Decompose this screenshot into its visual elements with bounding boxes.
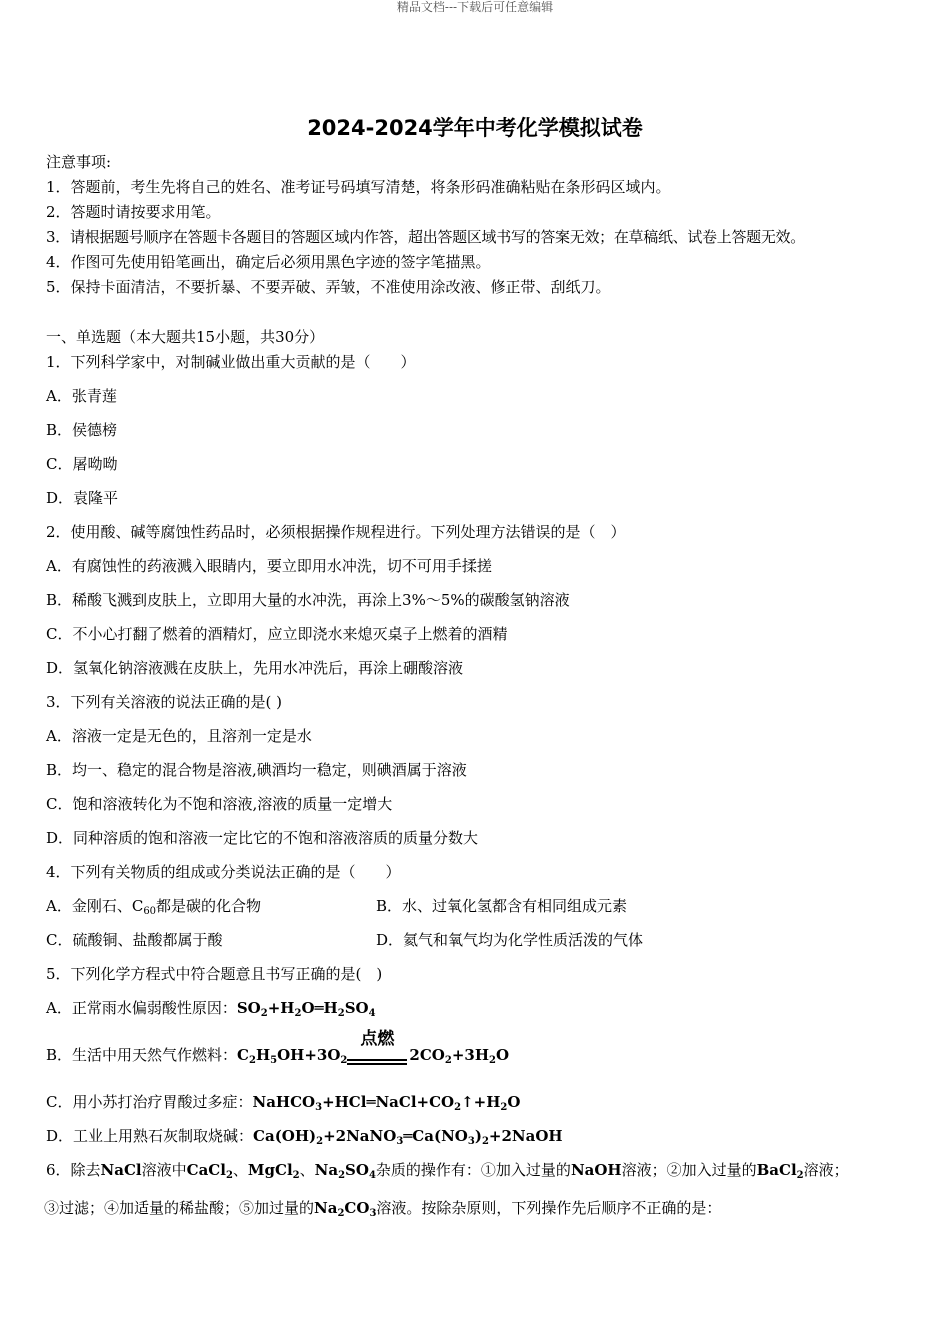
- q5-a-label: A．正常雨水偏弱酸性原因：: [46, 999, 237, 1017]
- notice-item-3: 3．请根据题号顺序在答题卡各题目的答题区域内作答，超出答题区域书写的答案无效；在草稿纸、试卷上答题无效。: [46, 228, 805, 246]
- q6-l1-rest: 杂质的操作有：①加入过量的: [375, 1161, 571, 1179]
- q5-b-equation-right: $2CO_2+3H_2O$: [409, 1046, 510, 1066]
- q6-l1-mid: 溶液中: [141, 1161, 187, 1179]
- q5-c-label: C．用小苏打治疗胃酸过多症：: [46, 1093, 253, 1111]
- q5-b-condition-bar: [347, 1059, 407, 1065]
- q3-option-b: B．均一、稳定的混合物是溶液,碘酒均一稳定，则碘酒属于溶液: [46, 761, 467, 779]
- q4-a-sub: 60: [143, 906, 157, 917]
- q5-c-equation: $NaHCO_3+HCl═NaCl+CO_2↑+H_2O$: [252, 1093, 521, 1113]
- q1-option-c: C．屠呦呦: [46, 455, 118, 473]
- q4-stem: 4．下列有关物质的组成或分类说法正确的是（ ）: [46, 863, 401, 881]
- q5-stem: 5．下列化学方程式中符合题意且书写正确的是( ): [46, 965, 383, 983]
- q4-a-pre: A．金刚石、C: [46, 897, 144, 915]
- q1-option-b: B．侯德榜: [46, 421, 118, 439]
- q4-option-c: C．硫酸铜、盐酸都属于酸: [46, 931, 223, 949]
- q6-l1-sep-2: 、: [299, 1161, 315, 1179]
- q2-stem: 2．使用酸、碱等腐蚀性药品时，必须根据操作规程进行。下列处理方法错误的是（ ）: [46, 523, 626, 541]
- q5-d-label: D．工业上用熟石灰制取烧碱：: [46, 1127, 254, 1145]
- q4-a-post: 都是碳的化合物: [156, 897, 262, 915]
- section-heading: 一、单选题（本大题共15小题，共30分）: [46, 328, 325, 346]
- q5-b-condition: [347, 1029, 407, 1065]
- page-title: 2024-2024学年中考化学模拟试卷: [307, 116, 643, 140]
- q5-option-c: [46, 1092, 520, 1112]
- q2-option-c: C．不小心打翻了燃着的酒精灯，应立即浇水来熄灭桌子上燃着的酒精: [46, 625, 508, 643]
- q5-b-condition-text: 点燃: [360, 1029, 395, 1049]
- q5-a-equation: $SO_2+H_2O═H_2SO_4$: [236, 999, 376, 1019]
- q4-option-b: B．水、过氧化氢都含有相同组成元素: [376, 897, 628, 915]
- q6-l1-naoh-tail: 溶液；②加入过量的: [621, 1161, 757, 1179]
- q5-option-d: [46, 1126, 563, 1146]
- q5-b-equation-left: $C_2H_5OH+3O_2$: [237, 1046, 348, 1066]
- q2-option-d: D．氢氧化钠溶液溅在皮肤上，先用水冲洗后，再涂上硼酸溶液: [46, 659, 464, 677]
- notice-item-1: 1．答题前，考生先将自己的姓名、准考证号码填写清楚，将条形码准确粘贴在条形码区域内。: [46, 178, 671, 196]
- notice-item-5: 5．保持卡面清洁，不要折暴、不要弄破、弄皱，不准使用涂改液、修正带、刮纸刀。: [46, 278, 611, 296]
- q5-option-b: [46, 1029, 510, 1066]
- q5-option-a: [46, 998, 376, 1018]
- q1-option-d: D．袁隆平: [46, 489, 119, 507]
- q3-option-d: D．同种溶质的饱和溶液一定比它的不饱和溶液溶质的质量分数大: [46, 829, 479, 847]
- q3-option-a: A．溶液一定是无色的，且溶剂一定是水: [46, 727, 312, 745]
- q3-option-c: C．饱和溶液转化为不饱和溶液,溶液的质量一定增大: [46, 795, 393, 813]
- q1-option-a: A．张青莲: [46, 387, 117, 405]
- q2-option-a: A．有腐蚀性的药液溅入眼睛内，要立即用水冲洗，切不可用手揉搓: [46, 557, 492, 575]
- q3-stem: 3．下列有关溶液的说法正确的是( ): [46, 693, 283, 711]
- q5-b-label: B．生活中用天然气作燃料：: [46, 1046, 238, 1064]
- notice-heading: 注意事项:: [46, 153, 112, 171]
- watermark: 精品文档---下载后可任意编辑: [396, 0, 554, 14]
- q6-line-1: 6．除去NaCl溶液中CaCl$_2$、MgCl$_2$、$Na_2SO_4$杂质的操作有：①加入过量的NaOH溶液；②加入过量的BaCl$_2$溶液；: [46, 1161, 849, 1181]
- q6-l2-end: 溶液。按除杂原则，下列操作先后顺序不正确的是：: [376, 1199, 722, 1217]
- q6-l1-end: 溶液；: [803, 1161, 849, 1179]
- q6-l2-pre: ③过滤；④加适量的稀盐酸；⑤加过量的: [44, 1199, 315, 1217]
- q6-line-2: ③过滤；④加适量的稀盐酸；⑤加过量的$Na_2CO_3$溶液。按除杂原则，下列操作先后顺序不正确的是：: [44, 1199, 722, 1219]
- q1-stem: 1．下列科学家中，对制碱业做出重大贡献的是（ ）: [46, 353, 416, 371]
- q4-option-a: [46, 896, 261, 916]
- q4-option-d: D．氦气和氧气均为化学性质活泼的气体: [376, 931, 644, 949]
- q2-option-b: B．稀酸飞溅到皮肤上，立即用大量的水冲洗，再涂上3%～5%的碳酸氢钠溶液: [46, 591, 570, 609]
- q6-l1-sep-1: 、: [232, 1161, 248, 1179]
- q5-d-equation: $Ca(OH)_2+2NaNO_3═Ca(NO_3)_2+2NaOH$: [253, 1127, 563, 1147]
- notice-item-4: 4．作图可先使用铅笔画出，确定后必须用黑色字迹的签字笔描黑。: [46, 253, 491, 271]
- notice-item-2: 2．答题时请按要求用笔。: [46, 203, 221, 221]
- q6-l1-pre: 6．除去: [46, 1161, 101, 1179]
